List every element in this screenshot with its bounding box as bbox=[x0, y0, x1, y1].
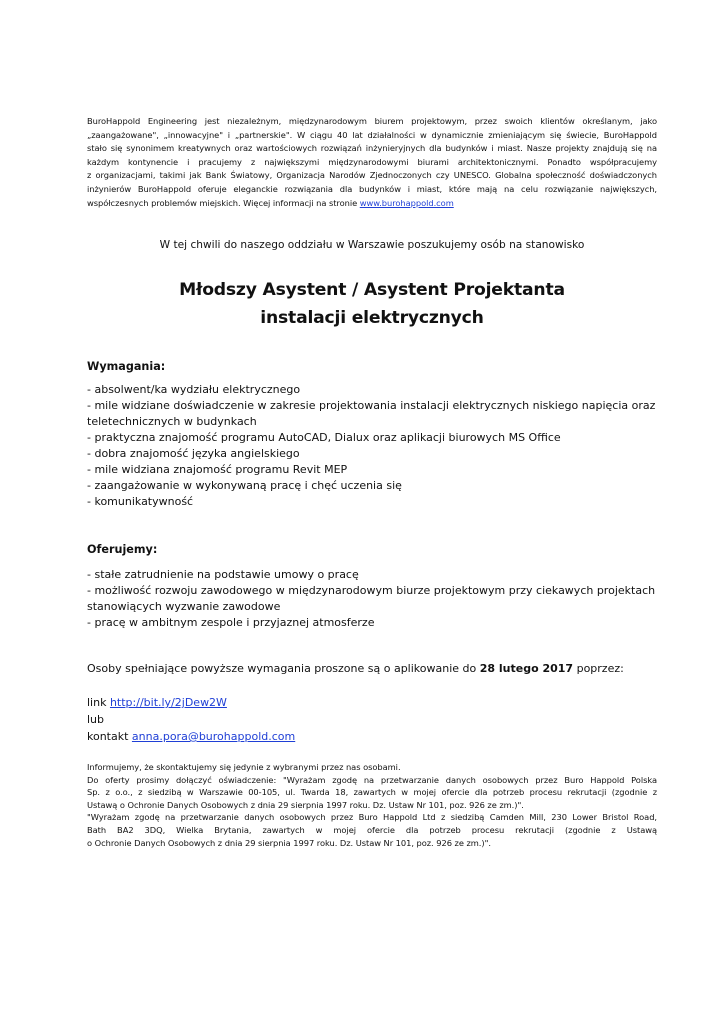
list-item: - możliwość rozwoju zawodowego w międzynarodowym biurze projektowym przy ciekawych projektach bbox=[87, 584, 656, 597]
apply-text bbox=[87, 662, 624, 675]
intro-line: BuroHappold Engineering jest niezależnym, międzynarodowym biurem projektowym, przez swoich klientów określanym, jako bbox=[87, 116, 657, 126]
legal-line: o Ochronie Danych Osobowych z dnia 29 sierpnia 1997 roku. Dz. Ustaw Nr 101, poz. 926 ze zm.)". bbox=[87, 837, 491, 848]
intro-last-line bbox=[87, 197, 657, 211]
job-title-line1: Młodszy Asystent / Asystent Projektanta bbox=[179, 280, 565, 300]
intro-line: stało się synonimem kreatywnych oraz wartościowych rozwiązań inżynieryjnych dla budynków i miast. Nasze projekty znajdują się na bbox=[87, 143, 657, 154]
contact-label: kontakt bbox=[87, 730, 132, 743]
list-item: - komunikatywność bbox=[87, 495, 194, 508]
legal-line: "Wyrażam zgodę na przetwarzanie danych osobowych przez Buro Happold Ltd z siedzibą Camden Mill, 230 Lower Bristol Road, bbox=[87, 812, 657, 823]
intro-line: inżynierów BuroHappold oferuje eleganckie rozwiązania dla budynków i miast, które mają na celu rozwiązanie największych, bbox=[87, 183, 657, 194]
application-link[interactable]: http://bit.ly/2jDew2W bbox=[109, 696, 227, 709]
job-title-line2: instalacji elektrycznych bbox=[260, 308, 484, 328]
legal-line: Do oferty prosimy dołączyć oświadczenie: "Wyrażam zgodę na przetwarzanie danych osobowych przez Buro Happold Polska bbox=[87, 774, 657, 785]
or-text: lub bbox=[87, 713, 105, 726]
list-item: - mile widziane doświadczenie w zakresie projektowania instalacji elektrycznych niskiego napięcia oraz bbox=[87, 399, 656, 412]
legal-line: Ustawą o Ochronie Danych Osobowych z dnia 29 sierpnia 1997 roku. Dz. Ustaw Nr 101, poz. 926 ze zm.)". bbox=[87, 799, 524, 810]
apply-deadline: 28 lutego 2017 bbox=[479, 662, 574, 675]
requirements-heading: Wymagania: bbox=[87, 360, 166, 373]
company-intro bbox=[87, 115, 657, 210]
list-item: - stałe zatrudnienie na podstawie umowy o pracę bbox=[87, 568, 359, 581]
offer-list bbox=[87, 567, 657, 631]
offer-heading: Oferujemy: bbox=[87, 543, 158, 556]
list-item: - praktyczna znajomość programu AutoCAD, Dialux oraz aplikacji biurowych MS Office bbox=[87, 431, 561, 444]
apply-prefix: Osoby spełniające powyższe wymagania proszone są o aplikowanie do bbox=[87, 662, 480, 675]
list-item: - absolwent/ka wydziału elektrycznego bbox=[87, 383, 301, 396]
list-item: - dobra znajomość języka angielskiego bbox=[87, 447, 300, 460]
requirements-list bbox=[87, 382, 657, 510]
list-item: - mile widziana znajomość programu Revit MEP bbox=[87, 463, 348, 476]
website-link[interactable]: www.burohappold.com bbox=[359, 197, 454, 208]
apply-suffix: poprzez: bbox=[573, 662, 624, 675]
list-item: teletechnicznych w budynkach bbox=[87, 415, 257, 428]
legal-line: Sp. z o.o., z siedzibą w Warszawie 00-105, ul. Twarda 18, zawartych w mojej ofercie dla potrzeb procesu rekrutacji (zgodnie z bbox=[87, 787, 657, 798]
looking-for-text: W tej chwili do naszego oddziału w Warszawie poszukujemy osób na stanowisko bbox=[159, 239, 585, 251]
legal-notice bbox=[87, 761, 657, 849]
contact-block bbox=[87, 694, 295, 745]
list-item: stanowiących wyzwanie zawodowe bbox=[87, 600, 281, 613]
intro-last-text: współczesnych problemów miejskich. Więcej informacji na stronie bbox=[87, 197, 358, 208]
intro-line: z organizacjami, takimi jak Bank Światowy, Organizacja Narodów Zjednoczonych czy UNESCO. Globalna społeczność doświadczonych bbox=[87, 170, 657, 181]
job-title bbox=[87, 276, 657, 332]
list-item: - pracę w ambitnym zespole i przyjaznej atmosferze bbox=[87, 616, 375, 629]
list-item: - zaangażowanie w wykonywaną pracę i chęć uczenia się bbox=[87, 479, 402, 492]
legal-line: Bath BA2 3DQ, Wielka Brytania, zawartych w mojej ofercie dla potrzeb procesu rekrutacji (zgodnie z Ustawą bbox=[87, 824, 657, 835]
intro-line: „zaangażowane", „innowacyjne" i „partnerskie". W ciągu 40 lat działalności w dynamicznie zmieniającym się świecie, BuroHappold bbox=[87, 129, 657, 140]
intro-line: każdym kontynencie i pracujemy z największymi międzynarodowymi biurami architektonicznymi. Ponadto współpracujemy bbox=[87, 156, 657, 167]
email-row bbox=[87, 728, 295, 745]
legal-line: Informujemy, że skontaktujemy się jedynie z wybranymi przez nas osobami. bbox=[87, 762, 401, 772]
link-row bbox=[87, 694, 295, 711]
link-label: link bbox=[87, 696, 110, 709]
email-link[interactable]: anna.pora@burohappold.com bbox=[131, 730, 296, 743]
